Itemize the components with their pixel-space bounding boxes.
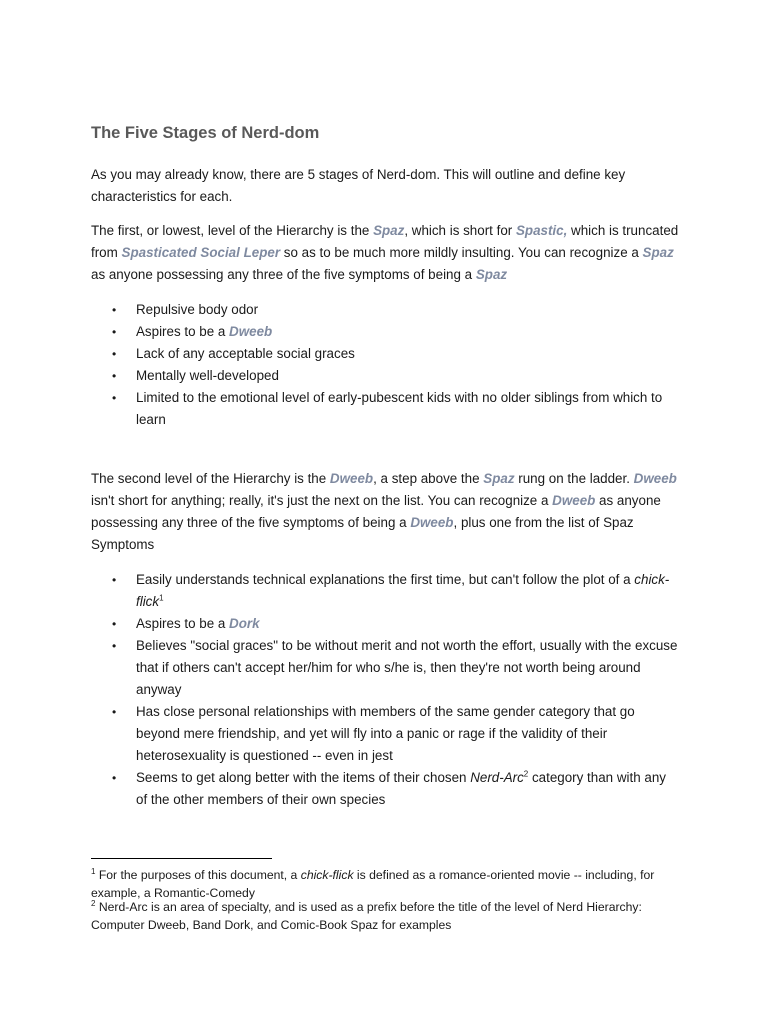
spaz-symptom-list [110, 299, 678, 431]
dweeb-term: Dweeb [633, 471, 677, 486]
page-title: The Five Stages of Nerd-dom [91, 124, 320, 142]
list-item [110, 569, 678, 613]
list-item [110, 365, 678, 387]
bullet-icon: • [112, 573, 117, 587]
footnote-text: For the purposes of this document, a [95, 868, 301, 882]
footnote-1 [91, 866, 691, 902]
list-item-text: Has close personal relationships with members of the same gender category that go beyond mere friendship, and yet will fly into a panic or rage if the validity of their heterosexuality is questioned -- even in jest [136, 704, 635, 763]
spaz-text-5: as anyone possessing any three of the five symptoms of being a [91, 267, 476, 282]
footnote-ref-1[interactable]: 1 [159, 593, 164, 603]
bullet-icon: • [112, 771, 117, 785]
list-item-text: Easily understands technical explanations the first time, but can't follow the plot of a [136, 572, 635, 587]
list-item-text: Aspires to be a [136, 616, 230, 631]
spaz-text-4: so as to be much more mildly insulting. You can recognize a [280, 245, 643, 260]
footnote-ref-2[interactable]: 2 [523, 769, 529, 779]
dork-term: Dork [229, 616, 260, 631]
dweeb-text-5: as anyone possessing any three of the five symptoms of being a [91, 493, 661, 530]
list-item-text: Mentally well-developed [136, 368, 279, 383]
dweeb-term: Dweeb [329, 471, 374, 486]
intro-paragraph: As you may already know, there are 5 stages of Nerd-dom. This will outline and define key characteristics for each. [91, 167, 626, 204]
list-item [110, 767, 678, 811]
bullet-icon: • [112, 617, 117, 631]
bullet-icon: • [112, 325, 117, 339]
spastic-term: Spastic, [515, 223, 568, 238]
dweeb-text-3: rung on the ladder. [514, 471, 634, 486]
list-item-text: Limited to the emotional level of early-pubescent kids with no older siblings from which to learn [136, 390, 663, 427]
bullet-icon: • [112, 705, 117, 719]
list-item [110, 299, 678, 321]
spaz-term: Spaz [475, 267, 508, 282]
spaz-text-3: which is truncated from [91, 223, 679, 260]
dweeb-term: Dweeb [229, 324, 273, 339]
list-item-text: Repulsive body odor [136, 302, 259, 317]
dweeb-symptom-list [110, 569, 678, 811]
list-item-text: Lack of any acceptable social graces [136, 346, 355, 361]
footnote-number: 2 [91, 898, 96, 908]
bullet-icon: • [112, 639, 117, 653]
spasticated-term: Spasticated Social Leper [121, 245, 281, 260]
footnote-separator [91, 858, 272, 859]
list-item-text: category than with any of the other members of their own species [136, 770, 666, 807]
list-item [110, 321, 678, 343]
footnote-2 [91, 898, 691, 934]
list-item [110, 387, 678, 431]
spaz-term: Spaz [483, 471, 515, 486]
spaz-term: Spaz [642, 245, 674, 260]
footnote-text: is defined as a romance-oriented movie -- including, for example, a Romantic-Comedy [91, 868, 655, 900]
chick-flick-term: chick-flick [300, 868, 354, 882]
list-item-text: Aspires to be a [136, 324, 230, 339]
bullet-icon: • [112, 369, 117, 383]
bullet-icon: • [112, 303, 117, 317]
list-item [110, 613, 678, 635]
bullet-icon: • [112, 391, 117, 405]
dweeb-text-4: isn't short for anything; really, it's just the next on the list. You can recognize a [91, 493, 553, 508]
spaz-text-1: The first, or lowest, level of the Hierarchy is the [91, 223, 374, 238]
dweeb-term: Dweeb [410, 515, 454, 530]
list-item-text: Believes "social graces" to be without merit and not worth the effort, usually with the excuse that if others can't accept her/him for who s/he is, then they're not worth being around anyway [136, 638, 678, 697]
spaz-term: Spaz [373, 223, 405, 238]
nerd-arc-term: Nerd-Arc [470, 770, 524, 785]
list-item [110, 635, 678, 701]
spaz-paragraph [91, 220, 681, 286]
dweeb-text-1: The second level of the Hierarchy is the [91, 471, 330, 486]
dweeb-text-6: , plus one from the list of Spaz Symptoms [91, 515, 634, 552]
list-item [110, 343, 678, 365]
spaz-text-2: , which is short for [404, 223, 516, 238]
chick-flick-term: chick-flick [136, 572, 670, 609]
dweeb-term: Dweeb [552, 493, 596, 508]
dweeb-text-2: , a step above the [373, 471, 484, 486]
dweeb-paragraph [91, 468, 681, 556]
footnote-number: 1 [91, 866, 96, 876]
list-item [110, 701, 678, 767]
bullet-icon: • [112, 347, 117, 361]
list-item-text: Seems to get along better with the items of their chosen [136, 770, 471, 785]
footnote-text: Nerd-Arc is an area of specialty, and is used as a prefix before the title of the level of Nerd Hierarchy: Computer Dweeb, Band Dork, and Comic-Book Spaz for examples [91, 900, 642, 932]
